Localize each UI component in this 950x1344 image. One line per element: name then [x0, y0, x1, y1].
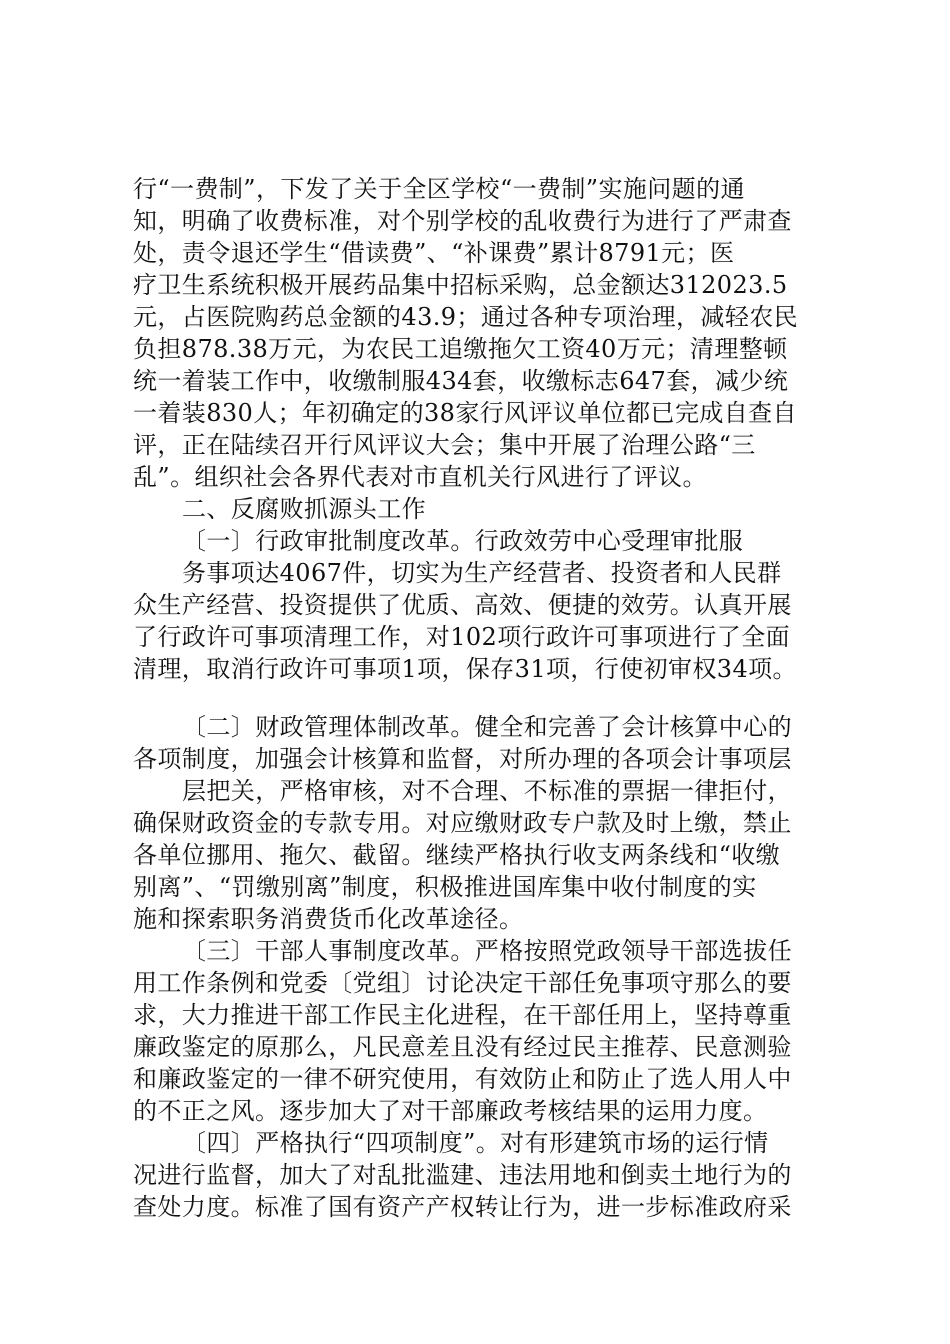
- text-line: 元，占医院购药总金额的43.9；通过各种专项治理，减轻农民: [133, 303, 799, 331]
- text-line: 和廉政鉴定的一律不研究使用，有效防止和防止了选人用人中: [133, 1065, 792, 1093]
- text-line: 求，大力推进干部工作民主化进程，在干部任用上，坚持尊重: [133, 1001, 792, 1029]
- text-line: 统一着装工作中，收缴制服434套，收缴标志647套，减少统: [133, 367, 789, 395]
- text-line: 乱”。组织社会各界代表对市直机关行风进行了评议。: [133, 463, 707, 491]
- text-line: 层把关，严格审核，对不合理、不标准的票据一律拒付，: [182, 777, 792, 805]
- text-line: 知，明确了收费标准，对个别学校的乱收费行为进行了严肃查: [133, 207, 792, 235]
- text-line: 别离”、“罚缴别离”制度，积极推进国库集中收付制度的实: [133, 873, 757, 901]
- text-line: 评，正在陆续召开行风评议大会；集中开展了治理公路“三: [133, 431, 756, 459]
- text-line: 行“一费制”，下发了关于全区学校“一费制”实施问题的通: [133, 175, 745, 203]
- text-line: 〔一〕行政审批制度改革。行政效劳中心受理审批服: [182, 527, 744, 555]
- text-line: 一着装830人；年初确定的38家行风评议单位都已完成自查自: [133, 399, 797, 427]
- text-line: 了行政许可事项清理工作，对102项行政许可事项进行了全面: [133, 623, 791, 651]
- text-line: 〔二〕财政管理体制改革。健全和完善了会计核算中心的: [182, 713, 792, 741]
- text-line: 疗卫生系统积极开展药品集中招标采购，总金额达312023.5: [133, 271, 788, 299]
- text-line: 况进行监督，加大了对乱批滥建、违法用地和倒卖土地行为的: [133, 1161, 792, 1189]
- text-line: 的不正之风。逐步加大了对干部廉政考核结果的运用力度。: [133, 1097, 768, 1125]
- text-line: 负担878.38万元，为农民工追缴拖欠工资40万元；清理整顿: [133, 335, 788, 363]
- text-line: 施和探索职务消费货币化改革途径。: [133, 905, 524, 933]
- text-line: 清理，取消行政许可事项1项，保存31项，行使初审权34项。: [133, 655, 797, 683]
- text-line: 〔四〕严格执行“四项制度”。对有形建筑市场的运行情: [182, 1129, 769, 1157]
- text-line: 〔三〕干部人事制度改革。严格按照党政领导干部选拔任: [182, 937, 792, 965]
- text-line: 廉政鉴定的原那么，凡民意差且没有经过民主推荐、民意测验: [133, 1033, 792, 1061]
- section-heading: 二、反腐败抓源头工作: [182, 495, 426, 523]
- text-line: 各项制度，加强会计核算和监督，对所办理的各项会计事项层: [133, 745, 792, 773]
- text-line: 务事项达4067件，切实为生产经营者、投资者和人民群: [182, 559, 782, 587]
- text-line: 各单位挪用、拖欠、截留。继续严格执行收支两条线和“收缴: [133, 841, 781, 869]
- text-line: 确保财政资金的专款专用。对应缴财政专户款及时上缴，禁止: [133, 809, 792, 837]
- text-line: 众生产经营、投资提供了优质、高效、便捷的效劳。认真开展: [133, 591, 792, 619]
- text-line: 用工作条例和党委〔党组〕讨论决定干部任免事项守那么的要: [133, 969, 792, 997]
- text-line: 处，责令退还学生“借读费”、“补课费”累计8791元；医: [133, 239, 735, 267]
- text-line: 查处力度。标准了国有资产产权转让行为，进一步标准政府采: [133, 1193, 792, 1221]
